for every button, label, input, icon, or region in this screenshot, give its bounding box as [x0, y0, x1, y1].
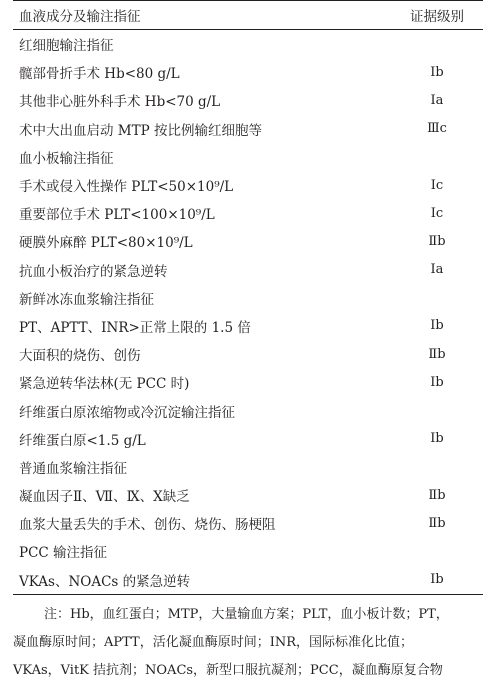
table-row	[13, 199, 483, 227]
table-body	[13, 30, 483, 594]
evidence-level-cell: Ⅲc	[427, 121, 447, 137]
indication-cell: 其他非心脏外科手术 Hb<70 g/L	[19, 94, 221, 111]
section-title: 新鲜冰冻血浆输注指征	[19, 291, 154, 308]
evidence-level-cell: Ⅰb	[430, 374, 444, 390]
evidence-level-cell: Ⅰb	[430, 431, 444, 447]
header-evidence-level: 证据级别	[410, 9, 464, 25]
section-title: 纤维蛋白原浓缩物或冷沉淀输注指征	[19, 404, 235, 421]
indication-cell: 紧急逆转华法林(无 PCC 时)	[19, 376, 190, 393]
evidence-level-cell: Ⅱb	[428, 346, 446, 362]
indication-cell: 髋部骨折手术 Hb<80 g/L	[19, 66, 180, 83]
transfusion-indication-table	[13, 0, 483, 595]
section-title: 红细胞输注指征	[19, 38, 114, 55]
table-row	[13, 340, 483, 368]
indication-cell: 血浆大量丢失的手术、创伤、烧伤、肠梗阻	[19, 517, 276, 534]
evidence-level-cell: Ⅱb	[428, 487, 446, 503]
table-row	[13, 86, 483, 114]
evidence-level-cell: Ⅰb	[430, 64, 444, 80]
evidence-level-cell: Ⅰc	[430, 205, 444, 221]
section-heading-row	[13, 143, 483, 171]
table-row	[13, 227, 483, 255]
section-heading-row	[13, 453, 483, 481]
table-row	[13, 425, 483, 453]
section-heading-row	[13, 284, 483, 312]
indication-cell: 硬膜外麻醉 PLT<80×10⁹/L	[19, 235, 193, 252]
indication-cell: 重要部位手术 PLT<100×10⁹/L	[19, 207, 215, 224]
indication-cell: PT、APTT、INR>正常上限的 1.5 倍	[19, 319, 251, 336]
table-row	[13, 256, 483, 284]
table-row	[13, 58, 483, 86]
indication-cell: 手术或侵入性操作 PLT<50×10⁹/L	[19, 179, 234, 196]
indication-cell: 纤维蛋白原<1.5 g/L	[19, 432, 146, 449]
indication-cell: VKAs、NOACs 的紧急逆转	[19, 573, 191, 590]
evidence-level-cell: Ⅰa	[430, 92, 444, 108]
indication-cell: 大面积的烧伤、创伤	[19, 348, 141, 365]
evidence-level-cell: Ⅰb	[430, 318, 444, 334]
evidence-level-cell: Ⅰb	[430, 572, 444, 588]
table-row	[13, 509, 483, 537]
table-row	[13, 171, 483, 199]
evidence-level-cell: Ⅰa	[430, 262, 444, 278]
evidence-level-cell: Ⅰc	[430, 177, 444, 193]
header-indication: 血液成分及输注指征	[19, 9, 141, 25]
section-heading-row	[13, 396, 483, 424]
table-header	[13, 1, 483, 30]
indication-cell: 抗血小板治疗的紧急逆转	[19, 263, 168, 280]
note-line: 凝血酶原时间；APTT，活化凝血酶原时间；INR，国际标准化比值；	[13, 634, 414, 650]
indication-cell: 术中大出血启动 MTP 按比例输红细胞等	[19, 122, 262, 139]
table-row	[13, 115, 483, 143]
table-row	[13, 368, 483, 396]
table-notes	[13, 601, 483, 685]
section-title: 普通血浆输注指征	[19, 460, 127, 477]
section-heading-row	[13, 537, 483, 565]
table-row	[13, 481, 483, 509]
note-line: VKAs，VitK 拮抗剂；NOACs，新型口服抗凝剂；PCC，凝血酶原复合物	[13, 662, 443, 678]
section-heading-row	[13, 30, 483, 58]
table-row	[13, 566, 483, 594]
note-line: 注：Hb，血红蛋白；MTP，大量输血方案；PLT，血小板计数；PT，	[44, 606, 449, 622]
indication-cell: 凝血因子Ⅱ、Ⅶ、Ⅸ、Ⅹ缺乏	[19, 489, 190, 506]
evidence-level-cell: Ⅱb	[428, 515, 446, 531]
evidence-level-cell: Ⅱb	[428, 233, 446, 249]
table-row	[13, 312, 483, 340]
section-title: PCC 输注指征	[19, 545, 108, 562]
section-title: 血小板输注指征	[19, 150, 114, 167]
